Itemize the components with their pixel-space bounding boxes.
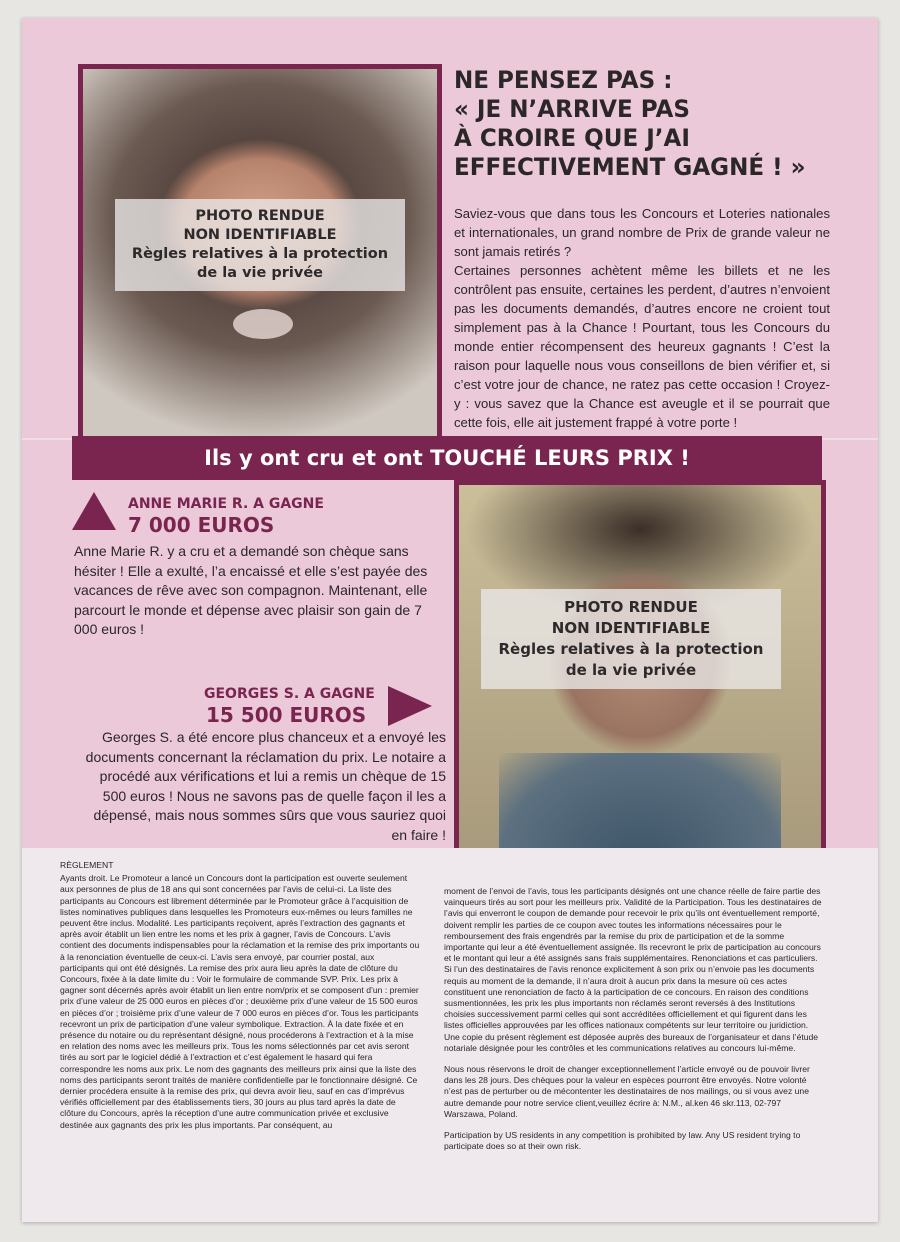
photo-shirt bbox=[499, 753, 781, 858]
mask-line: Règles relatives à la protection bbox=[498, 640, 764, 658]
privacy-mask bbox=[481, 589, 781, 689]
privacy-mask bbox=[115, 199, 405, 291]
mask-line: de la vie privée bbox=[565, 661, 697, 679]
mask-line: Règles relatives à la protection bbox=[131, 246, 389, 262]
winner2-story: Georges S. a été encore plus chanceux et a envoyé les documents concernant la réclamation du prix. Le notaire a procédé aux vérifications et lui a remis un chèque de 15 500 euros ! Nous ne savons pas de quelle façon il les a dépensé, mais nous sommes sûrs que vous sauriez quoi en faire ! bbox=[85, 729, 446, 843]
winner-photo-man bbox=[454, 480, 826, 858]
headline-line: « JE N’ARRIVE PAS bbox=[454, 95, 690, 123]
rules-text: moment de l’envoi de l’avis, tous les participants désignés ont une chance réelle de faire partie des vainqueurs tirés au sort pour les meilleurs prix. Validité de la Participation. Tous les destinataires de l’avis qui enverront le coupon de demande pour recevoir le prix qu’ils ont éventuellement remporté, doivent remplir les parties de ce coupon avec toutes les informations nécessaires pour le remboursement des frais engendrés par la remise du prix de participation et de la somme importante qui leur a été éventuellement assignée. Ils recevront le prix de participation au concours et le montant qui leur a été assignés sans frais supplémentaires. Renonciations et cas particuliers. Si l’un des destinataires de l’avis renonce explicitement à son prix ou n’envoie pas les documents requis au moment de la demande, il n’aura droit à aucun prix dans la mesure où ces actes constituent une renonciation de facto à la participation de ce concours. En raison des conditions susmentionnées, les prix les plus importants non réclamés seront reversés à des Institutions choisies successivement parmi celles qui sont accréditées officiellement et qui figurent dans les listes officielles approuvées par les offices nationaux compétents sur leur territoire ou juridiction. Une copie du présent règlement est déposée auprès des bureaux de l’organisateur et dans l’étude notariale désignée pour les contrôles et les communications relatives au concours lui-même. bbox=[444, 886, 822, 1053]
winner2-amount: 15 500 EUROS bbox=[206, 703, 367, 727]
headline bbox=[454, 66, 838, 182]
headline-line: À CROIRE QUE J’AI bbox=[454, 124, 690, 152]
rules-title: RÈGLEMENT bbox=[60, 860, 114, 870]
rules-section bbox=[22, 848, 878, 1222]
winners-banner: Ils y ont cru et ont TOUCHÉ LEURS PRIX ! bbox=[72, 436, 822, 480]
us-notice: Participation by US residents in any competition is prohibited by law. Any US resident trying to participate does so at their own risk. bbox=[444, 1130, 801, 1152]
winner1-amount: 7 000 EUROS bbox=[128, 513, 275, 537]
winner-photo-woman bbox=[78, 64, 442, 444]
mask-line: PHOTO RENDUE bbox=[564, 598, 698, 616]
intro-paragraph: Saviez-vous que dans tous les Concours et Loteries nationales et internationales, un grand nombre de Prix de grande valeur ne sont jamais retirés ? bbox=[454, 206, 830, 259]
intro-text bbox=[454, 204, 830, 432]
headline-line: EFFECTIVEMENT GAGNÉ ! » bbox=[454, 153, 806, 181]
mask-line: de la vie privée bbox=[197, 265, 323, 281]
intro-paragraph: Certaines personnes achètent même les billets et ne les contrôlent pas ensuite, certaines les perdent, d’autres n’envoient pas les documents demandés, d’autres encore ne croient tout simplement pas à la Chance ! Pourtant, tous les Concours du monde entier récompensent des heureux gagnants ! C’est la raison pour laquelle nous vous conseillons de bien vérifier et, si c’est votre jour de chance, ne ratez pas cette occasion ! Croyez-y : vous savez que la Chance est aveugle et il se pourrait que cette fois, elle ait justement frappé à votre porte ! bbox=[454, 263, 830, 430]
mask-line: NON IDENTIFIABLE bbox=[551, 619, 711, 637]
mask-line: PHOTO RENDUE bbox=[195, 208, 325, 224]
triangle-up-icon bbox=[72, 492, 116, 530]
flyer-sheet bbox=[22, 18, 878, 1222]
winner1-story: Anne Marie R. y a cru et a demandé son chèque sans hésiter ! Elle a exulté, l’a encaissé et elle s’est payée des vacances de rêve avec son compagnon. Maintenant, elle parcourt le monde et dépense avec plaisir son gain de 7 000 euros ! bbox=[74, 543, 428, 637]
triangle-right-icon bbox=[388, 686, 432, 726]
rules-column-right bbox=[444, 886, 824, 1152]
rules-text: Ayants droit. Le Promoteur a lancé un Concours dont la participation est ouverte seulement aux personnes de plus de 18 ans qui sont concernées par l’avis de celui-ci. La liste des participants au Concours est librement déterminée par le Promoteur grâce à l’acquisition de listes nominatives publiques dans lesquelles les Promoteurs eux-mêmes ou leurs familles ne peuvent être inclus. Modalité. Les participants reçoivent, après l’extraction des gagnants et après avoir établit un lien entre les noms et les prix à gagner, l’avis de Concours. L’avis contient des documents indispensables pour la réclamation et la remise des prix importants ou à la renonciation éventuelle de ceux-ci. L’avis sera envoyé, par courrier postal, aux participants qui ont été désignés. La remise des prix aura lieu après la date de clôture du Concours, fixée à la date limite du : Voir le formulaire de commande SVP. Prix. Les prix à gagner sont décernés après avoir établit un lien entre nom/prix et se composent d’un : premier prix d’une valeur de 25 000 euros en pièces d’or ; deuxième prix d’une valeur de 15 500 euros en pièces d’or ; troisième prix d’une valeur de 7 000 euros en pièces d’or. Tous les participants recevront un prix de participation d’une valeur symbolique. Extraction. À la date fixée et en présence du notaire ou du représentant désigné, nous procéderons à l’extraction et à la mise en relation des noms avec les meilleurs prix. Tous les noms sélectionnés par cet avis seront tirés au sort par le logiciel dédié à l’extraction et c’est également le hasard qui fera correspondre les noms aux prix. Le nom des gagnants des meilleurs prix ainsi que la liste des noms des participants seront traités de manière confidentielle par le fonctionnaire désigné. Ce dernier procédera ensuite à la remise des prix, qui devra avoir lieu, sauf en cas d’imprévus vérifiés officiellement par des établissements tiers, 30 jours au plus tard après la date de clôture du Concours, après la réception d’une autre communication privée et exclusive destinée aux gagnants des prix les plus importants. Par conséquent, au bbox=[60, 873, 420, 1130]
rules-note: Nous nous réservons le droit de changer exceptionnellement l’article envoyé ou de pouvoir livrer dans les 28 jours. Des chèques pour la valeur en espèces pourront être envoyés. Notre volonté n’est pas de perturber ou de mécontenter les destinataires de nos mailings, ou si vous avez une autre demande pour notre service client,veuillez écrire à: N.M., al.ken 46 skr.113, 02-797 Warszawa, Poland. bbox=[444, 1064, 810, 1119]
photo-mouth-blur bbox=[233, 309, 293, 339]
winner1-name: ANNE MARIE R. A GAGNE bbox=[128, 496, 324, 512]
headline-line: NE PENSEZ PAS : bbox=[454, 66, 673, 94]
winner2-name: GEORGES S. A GAGNE bbox=[204, 686, 375, 702]
mask-line: NON IDENTIFIABLE bbox=[183, 227, 337, 243]
rules-column-left bbox=[60, 860, 420, 1131]
